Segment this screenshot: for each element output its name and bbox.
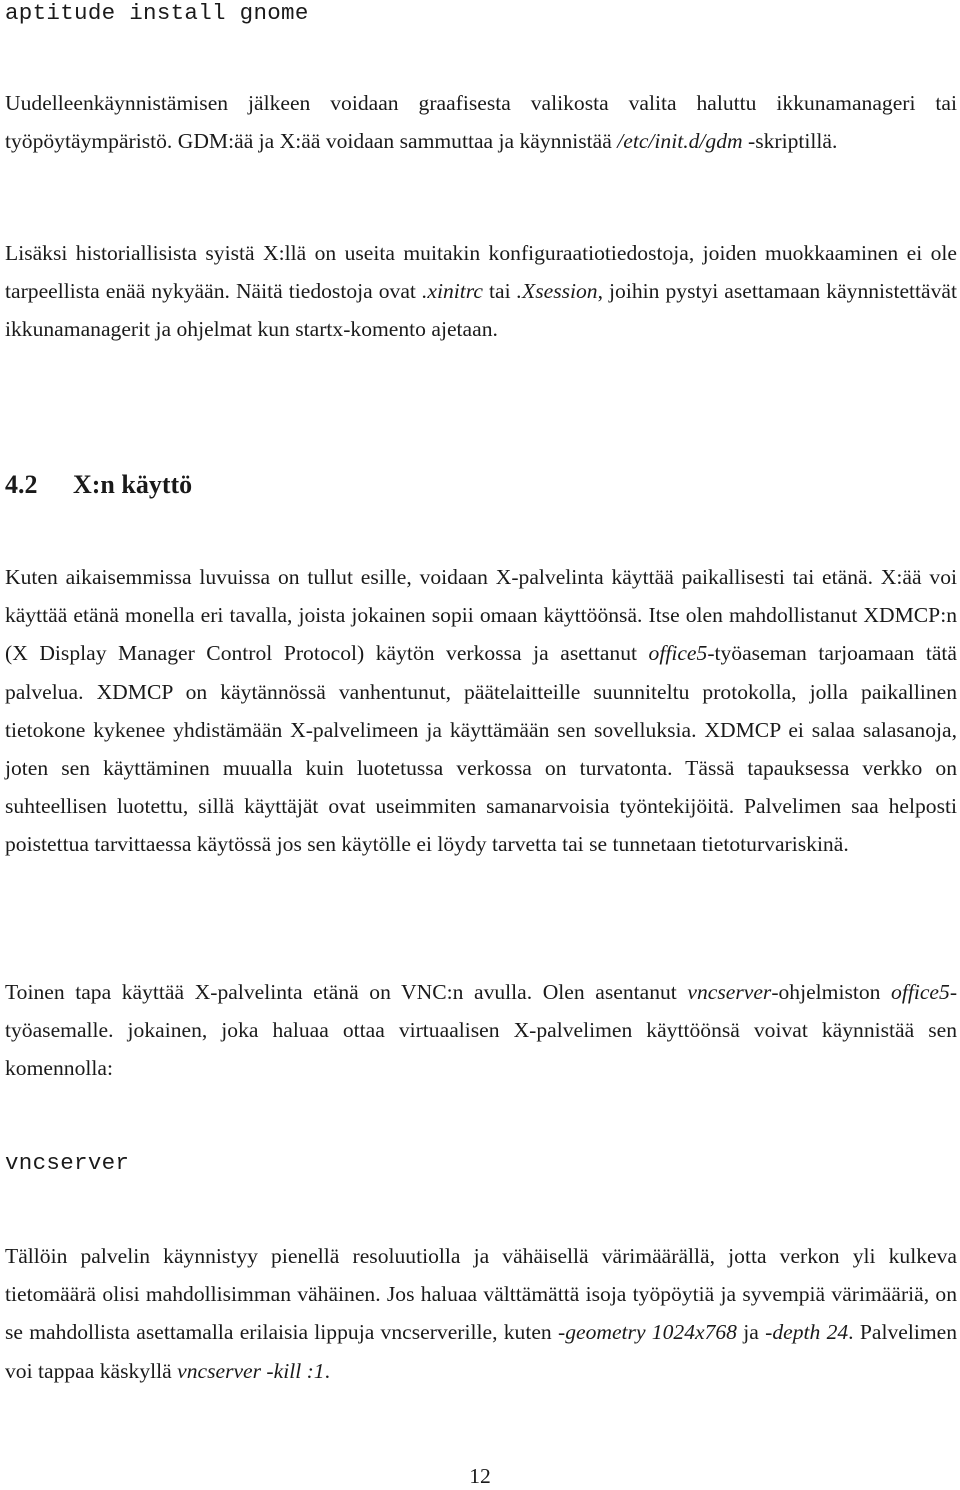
xsession-file: .Xsession xyxy=(516,279,598,304)
geometry-flag: -geometry 1024x768 xyxy=(558,1320,737,1345)
paragraph-restart: Uudelleenkäynnistämisen jälkeen voidaan graafisesta valikosta valita haluttu ikkunamanageri tai työpöytäympäristö. GDM:ää ja X:ää voidaan sammuttaa ja käynnistää /etc/init.d/gdm -skriptillä. xyxy=(5,91,957,154)
paragraph-vnc-options: Tällöin palvelin käynnistyy pienellä resoluutiolla ja vähäisellä värimäärällä, jotta verkon yli kulkeva tietomäärä olisi mahdollisimman vähäinen. Jos haluaa välttämättä isoja työpöytiä ja syvempiä värimääriä, on se mahdollista asettamalla erilaisia lippuja vncserverille, kuten -geometry 1024x768 ja -depth 24. Palvelimen voi tappaa käskyllä vncserver -kill :1. xyxy=(5,1244,957,1383)
code-block-vncserver: vncserver xyxy=(5,1150,130,1176)
section-heading xyxy=(5,468,192,502)
section-number: 4.2 xyxy=(5,470,38,499)
gdm-path: /etc/init.d/gdm xyxy=(617,129,743,154)
paragraph-config-files: Lisäksi historiallisista syistä X:llä on useita muitakin konfiguraatiotiedostoja, joiden muokkaaminen ei ole tarpeellista enää nykyään. Näitä tiedostoja ovat .xinitrc tai .Xsession, joihin pystyi asettamaan käynnistettävät ikkunamanagerit ja ohjelmat kun startx-komento ajetaan. xyxy=(5,241,957,342)
paragraph-xdmcp: Kuten aikaisemmissa luvuissa on tullut esille, voidaan X-palvelinta käyttää paikallisesti tai etänä. X:ää voi käyttää etänä monella eri tavalla, joista jokainen sopii omaan käyttöönsä. Itse olen mahdollistanut XDMCP:n (X Display Manager Control Protocol) käytön verkossa ja asettanut office5-työaseman tarjoamaan tätä palvelua. XDMCP on käytännössä vanhentunut, päätelaitteille suunniteltu protokolla, jolla paikallinen tietokone kykenee yhdistämään X-palvelimeen ja käyttämään sen sovelluksia. XDMCP ei salaa salasanoja, joten sen käyttäminen muualla kuin luotetussa verkossa on turvatonta. Tässä tapauksessa verkko on suhteellisen luotettu, sillä käyttäjät ovat useimmiten samanarvoisia työntekijöitä. Palvelimen saa helposti poistettua tarvittaessa käytössä jos sen käytölle ei löydy tarvetta tai se tunnetaan tietoturvariskinä. xyxy=(5,565,958,857)
xinitrc-file: .xinitrc xyxy=(421,279,483,304)
office5-host-2: office5 xyxy=(891,980,950,1004)
vncserver-program: vncserver xyxy=(687,980,772,1004)
page-number: 12 xyxy=(469,1464,491,1488)
section-title: X:n käyttö xyxy=(73,470,193,499)
depth-flag: -depth 24 xyxy=(765,1320,849,1345)
office5-host: office5 xyxy=(648,641,708,666)
kill-command: vncserver -kill :1 xyxy=(177,1358,325,1383)
paragraph-vnc: Toinen tapa käyttää X-palvelinta etänä on VNC:n avulla. Olen asentanut vncserver-ohjelmiston office5-työasemalle. jokainen, joka haluaa ottaa virtuaalisen X-palvelimen käyttöönsä voivat käynnistää sen komennolla: xyxy=(5,980,958,1081)
code-block-aptitude: aptitude install gnome xyxy=(5,0,309,26)
